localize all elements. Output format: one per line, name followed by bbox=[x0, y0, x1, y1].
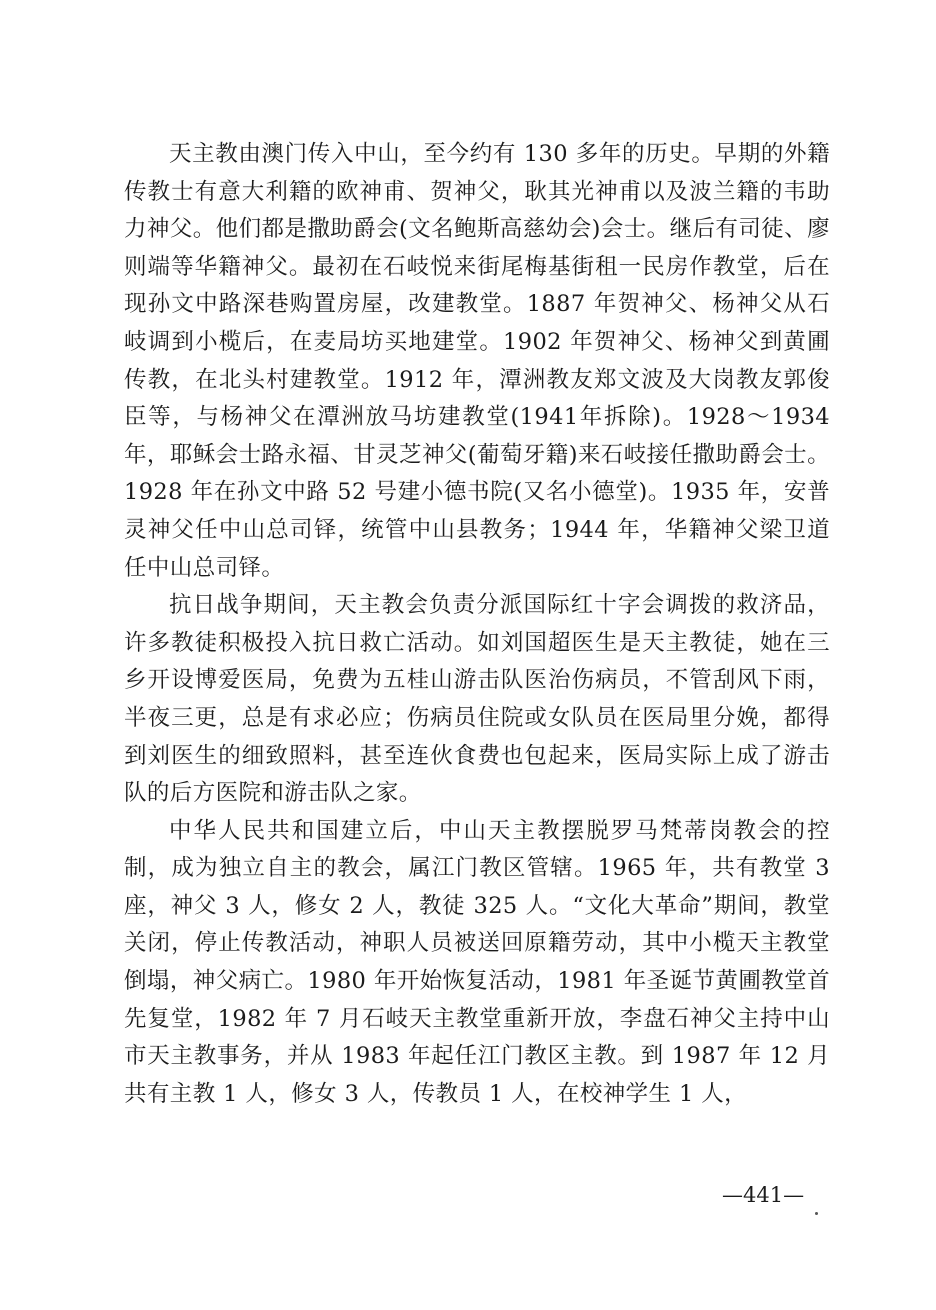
scan-speck bbox=[815, 1212, 818, 1215]
paragraph-prc-period: 中华人民共和国建立后，中山天主教摆脱罗马梵蒂岗教会的控制，成为独立自主的教会，属江门教区管辖。1965 年，共有教堂 3 座，神父 3 人，修女 2 人，教徒 325 人。“文化大革命”期间，教堂关闭，停止传教活动，神职人员被送回原籍劳动，其中小榄天主教堂倒塌，神父病亡。1980 年开始恢复活动，1981 年圣诞节黄圃教堂首先复堂，1982 年 7 月石岐天主教堂重新开放，李盘石神父主持中山市天主教事务，并从 1983 年起任江门教区主教。到 1987 年 12 月共有主教 1 人，修女 3 人，传教员 1 人，在校神学生 1 人， bbox=[124, 817, 830, 1107]
body-text bbox=[124, 136, 830, 1113]
paragraph-war-period: 抗日战争期间，天主教会负责分派国际红十字会调拨的救济品，许多教徒积极投入抗日救亡活动。如刘国超医生是天主教徒，她在三乡开设博爱医局，免费为五桂山游击队医治伤病员，不管刮风下雨，半夜三更，总是有求必应；伤病员住院或女队员在医局里分娩，都得到刘医生的细致照料，甚至连伙食费也包起来，医局实际上成了游击队的后方医院和游击队之家。 bbox=[124, 592, 830, 807]
page-number: —441— bbox=[722, 1183, 805, 1207]
paragraph-history: 天主教由澳门传入中山，至今约有 130 多年的历史。早期的外籍传教士有意大利籍的欧神甫、贺神父，耿其光神甫以及波兰籍的韦助力神父。他们都是撒助爵会(文名鲍斯高慈幼会)会士。继后有司徒、廖则端等华籍神父。最初在石岐悦来街尾梅基街租一民房作教堂，后在现孙文中路深巷购置房屋，改建教堂。1887 年贺神父、杨神父从石岐调到小榄后，在麦局坊买地建堂。1902 年贺神父、杨神父到黄圃传教，在北头村建教堂。1912 年，潭洲教友郑文波及大岗教友郭俊臣等，与杨神父在潭洲放马坊建教堂(1941年拆除)。1928～1934 年，耶稣会士路永福、甘灵芝神父(葡萄牙籍)来石岐接任撒助爵会士。1928 年在孙文中路 52 号建小德书院(又名小德堂)。1935 年，安普灵神父任中山总司铎，统管中山县教务；1944 年，华籍神父梁卫道任中山总司铎。 bbox=[124, 141, 830, 581]
